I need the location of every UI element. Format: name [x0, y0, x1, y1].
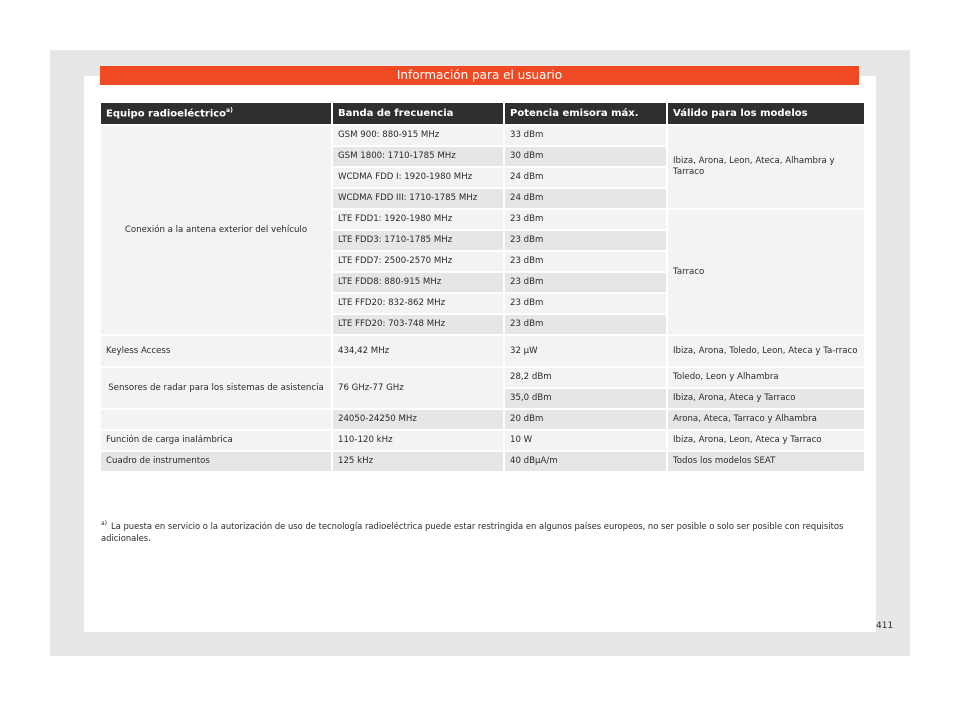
band-cell: 125 kHz: [333, 452, 503, 471]
band-cell: WCDMA FDD I: 1920-1980 MHz: [333, 168, 503, 187]
power-cell: 28,2 dBm: [505, 368, 666, 387]
band-cell: LTE FFD20: 703-748 MHz: [333, 315, 503, 334]
header-models: Válido para los modelos: [668, 103, 864, 124]
table-row: [101, 336, 864, 366]
band-cell: LTE FFD20: 832-862 MHz: [333, 294, 503, 313]
table-row: [101, 126, 864, 145]
cluster-label: Cuadro de instrumentos: [101, 452, 331, 471]
radio-equipment-table: [99, 101, 866, 473]
table-row: [101, 452, 864, 471]
power-cell: 23 dBm: [505, 294, 666, 313]
wireless-label: Función de carga inalámbrica: [101, 431, 331, 450]
section-banner: [100, 66, 859, 85]
power-cell: 24 dBm: [505, 189, 666, 208]
models-cell: Ibiza, Arona, Toledo, Leon, Ateca y Ta-rraco: [668, 336, 864, 366]
power-cell: 40 dBµA/m: [505, 452, 666, 471]
band-cell: 76 GHz-77 GHz: [333, 368, 503, 408]
header-power: Potencia emisora máx.: [505, 103, 666, 124]
keyless-label: Keyless Access: [101, 336, 331, 366]
band-cell: LTE FDD1: 1920-1980 MHz: [333, 210, 503, 229]
table-header-row: [101, 103, 864, 124]
power-cell: 23 dBm: [505, 315, 666, 334]
table-row: [101, 431, 864, 450]
band-cell: LTE FDD8: 880-915 MHz: [333, 273, 503, 292]
band-cell: LTE FDD7: 2500-2570 MHz: [333, 252, 503, 271]
models-cell: Arona, Ateca, Tarraco y Alhambra: [668, 410, 864, 429]
footnote-ref: a): [226, 107, 233, 115]
power-cell: 23 dBm: [505, 210, 666, 229]
power-cell: 35,0 dBm: [505, 389, 666, 408]
power-cell: 30 dBm: [505, 147, 666, 166]
header-equipment: Equipo radioeléctrico$^{a)}$: [101, 103, 331, 124]
power-cell: 10 W: [505, 431, 666, 450]
models-cell: Ibiza, Arona, Leon, Ateca, Alhambra y Tarraco: [668, 126, 864, 208]
table-row: [101, 368, 864, 387]
models-cell: Todos los modelos SEAT: [668, 452, 864, 471]
band-cell: 110-120 kHz: [333, 431, 503, 450]
band-cell: GSM 900: 880-915 MHz: [333, 126, 503, 145]
band-cell: 24050-24250 MHz: [333, 410, 503, 429]
footnote: [101, 518, 861, 544]
power-cell: 23 dBm: [505, 252, 666, 271]
power-cell: 33 dBm: [505, 126, 666, 145]
radar-label: Sensores de radar para los sistemas de asistencia: [101, 368, 331, 408]
power-cell: 20 dBm: [505, 410, 666, 429]
antenna-label: Conexión a la antena exterior del vehículo: [101, 126, 331, 334]
band-cell: LTE FDD3: 1710-1785 MHz: [333, 231, 503, 250]
models-cell: Toledo, Leon y Alhambra: [668, 368, 864, 387]
power-cell: 23 dBm: [505, 273, 666, 292]
footnote-text: La puesta en servicio o la autorización de uso de tecnología radioeléctrica puede estar restringida en algunos países europeos, no ser posible o solo ser posible con requisitos adicionales.: [101, 520, 844, 543]
models-cell: Ibiza, Arona, Ateca y Tarraco: [668, 389, 864, 408]
footnote-mark: a): [101, 520, 108, 527]
band-cell: 434,42 MHz: [333, 336, 503, 366]
section-title: Información para el usuario: [396, 68, 563, 82]
power-cell: 23 dBm: [505, 231, 666, 250]
radar-spacer: [101, 410, 331, 429]
page-number: 411: [876, 621, 894, 631]
power-cell: 24 dBm: [505, 168, 666, 187]
models-cell: Ibiza, Arona, Leon, Ateca y Tarraco: [668, 431, 864, 450]
band-cell: WCDMA FDD III: 1710-1785 MHz: [333, 189, 503, 208]
power-cell: 32 µW: [505, 336, 666, 366]
table-row: [101, 410, 864, 429]
header-band: Banda de frecuencia: [333, 103, 503, 124]
band-cell: GSM 1800: 1710-1785 MHz: [333, 147, 503, 166]
models-cell: Tarraco: [668, 210, 864, 334]
